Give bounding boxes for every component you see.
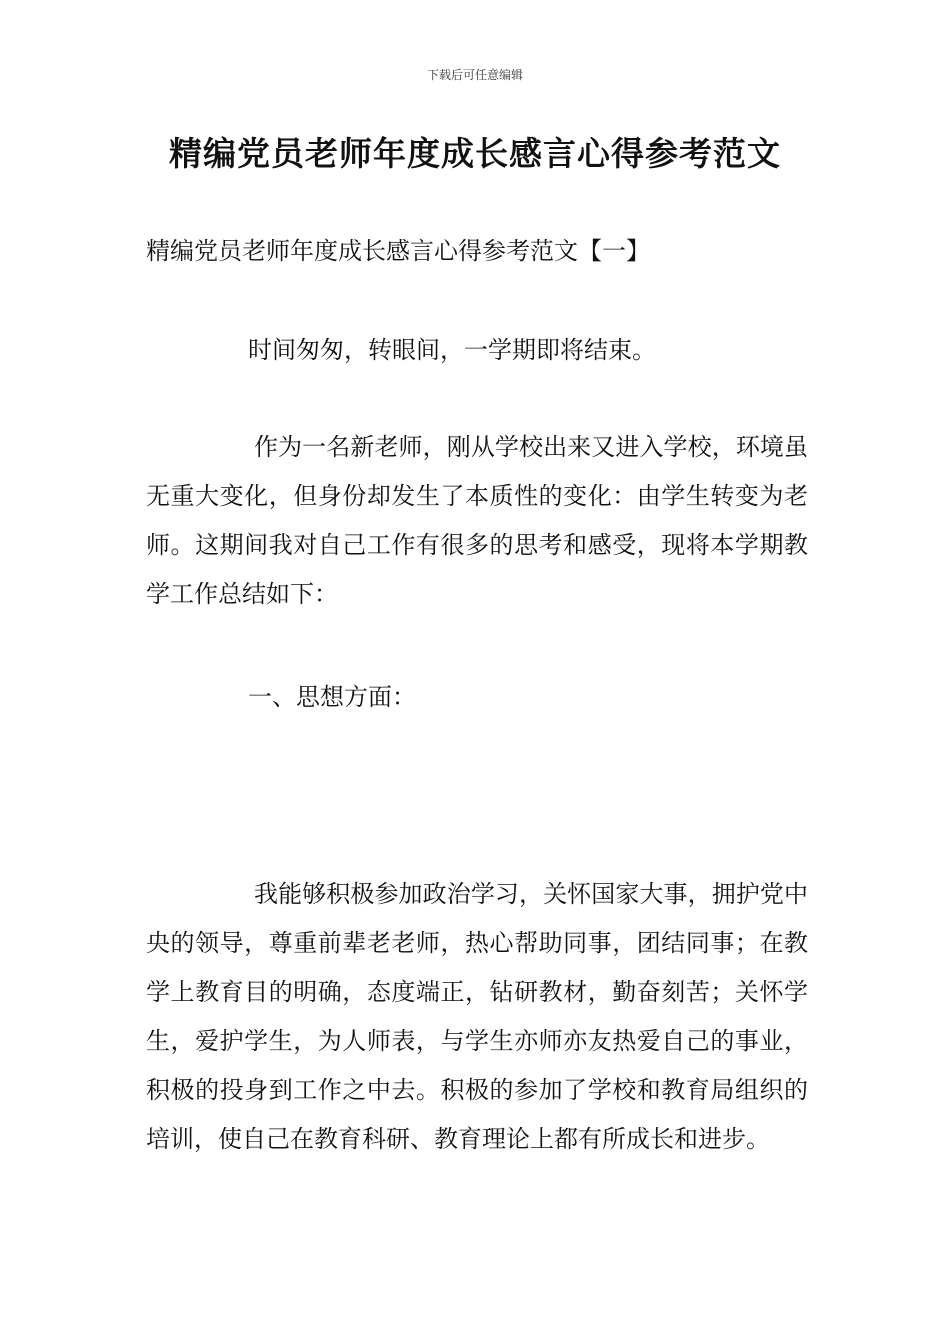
paragraph-thought-content: 我能够积极参加政治学习，关怀国家大事，拥护党中央的领导，尊重前辈老老师，热心帮助同事，团结同事；在教学上教育目的明确，态度端正，钻研教材，勤奋刻苦；关怀学生，爱护学生，为人师表，与学生亦师亦友热爱自己的事业，积极的投身到工作之中去。积极的参加了学校和教育局组织的培训，使自己在教育科研、教育理论上都有所成长和进步。	[146, 880, 808, 1153]
paragraph-background: 作为一名新老师，刚从学校出来又进入学校，环境虽无重大变化，但身份却发生了本质性的变化：由学生转变为老师。这期间我对自己工作有很多的思考和感受，现将本学期教学工作总结如下：	[146, 433, 808, 608]
section-title: 精编党员老师年度成长感言心得参考范文【一】	[146, 237, 650, 265]
paragraph-heading-thought: 一、思想方面：	[248, 683, 416, 711]
header-note: 下载后可任意编辑	[426, 68, 523, 82]
paragraph-intro: 时间匆匆，转眼间，一学期即将结束。	[248, 336, 656, 364]
document-title: 精编党员老师年度成长感言心得参考范文	[169, 134, 781, 173]
